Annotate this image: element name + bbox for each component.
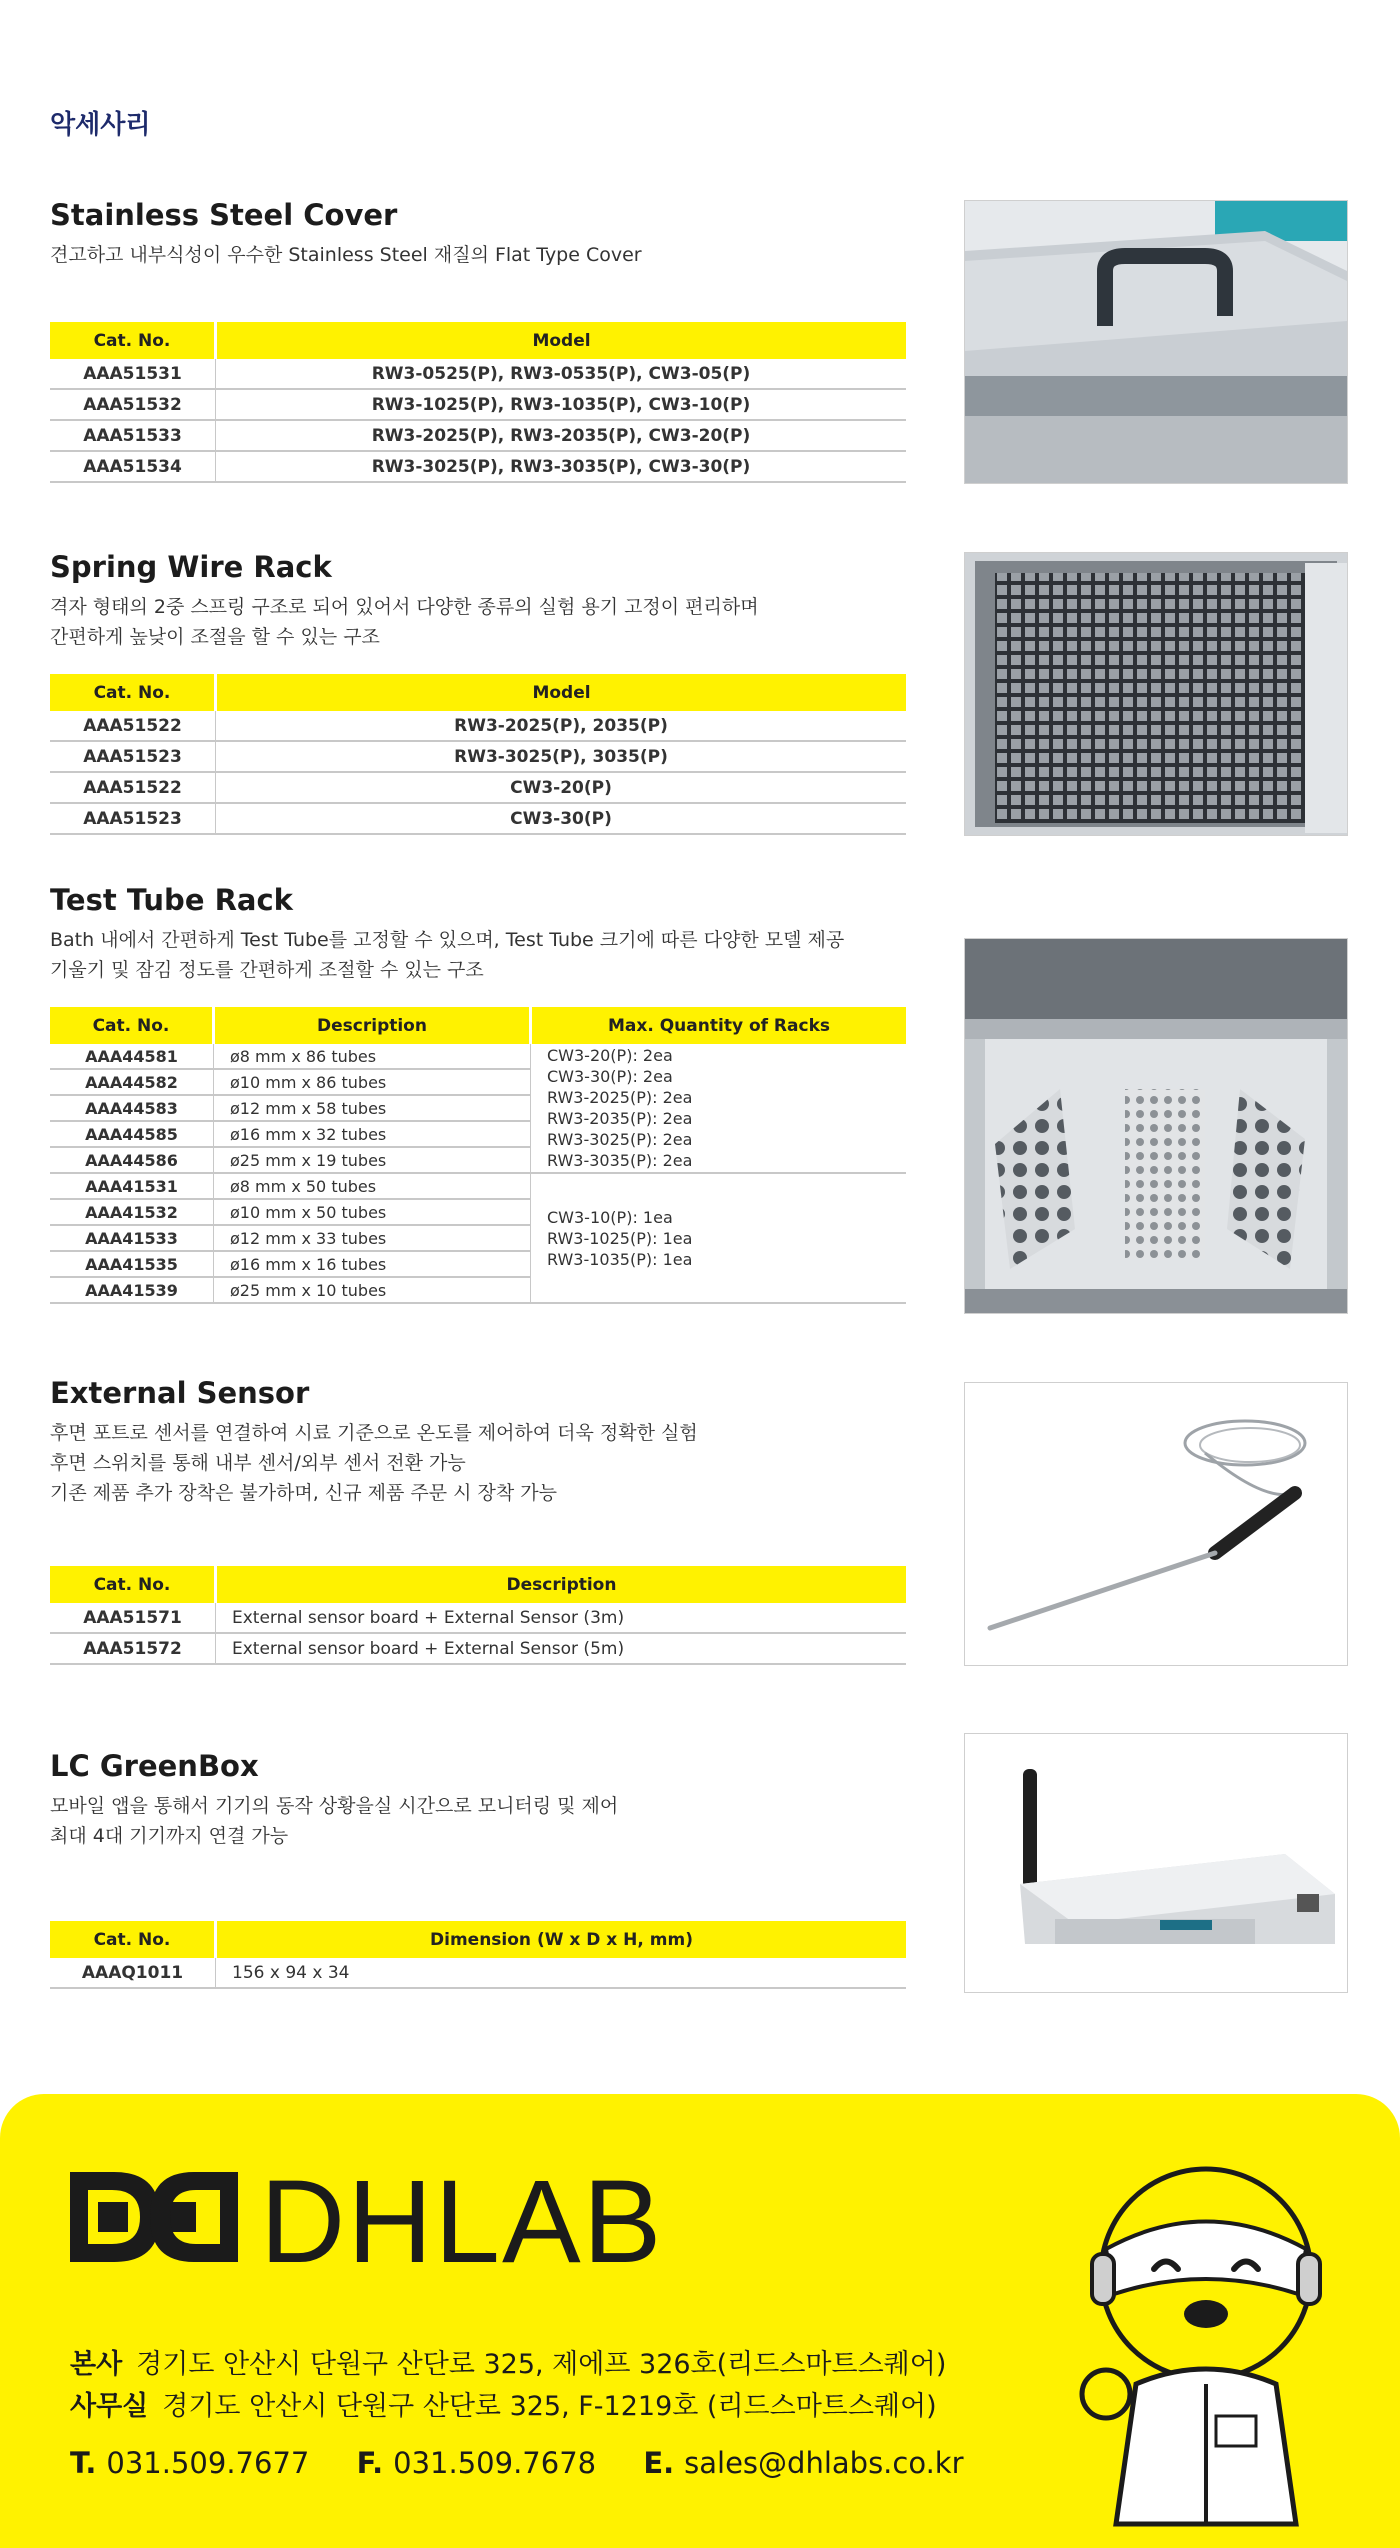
cat-no-cell: AAA44586 [50, 1147, 214, 1173]
fax-label: F. [356, 2446, 384, 2480]
quantity-line: RW3-1035(P): 1ea [547, 1249, 693, 1269]
quantity-line: RW3-3025(P): 2ea [547, 1130, 693, 1149]
desc-line: 견고하고 내부식성이 우수한 Stainless Steel 재질의 Flat Type Cover [50, 244, 642, 266]
description-cell: External sensor board + External Sensor (3m) [216, 1603, 907, 1633]
cat-no-cell: AAA41533 [50, 1225, 214, 1251]
spec-table [50, 1921, 906, 1989]
quantity-line: RW3-3035(P): 2ea [547, 1151, 693, 1170]
section-description [50, 592, 759, 652]
description-cell: ø8 mm x 86 tubes [214, 1044, 531, 1069]
section-description [50, 1791, 618, 1851]
description-cell: ø10 mm x 86 tubes [214, 1069, 531, 1095]
office-address-line [70, 2384, 937, 2423]
quantity-line: CW3-20(P): 2ea [547, 1046, 673, 1065]
cat-no-cell: AAA51522 [50, 711, 216, 741]
section-title: Stainless Steel Cover [50, 198, 398, 232]
cat-no-cell: AAA44585 [50, 1121, 214, 1147]
product-photo-spring-rack [964, 552, 1348, 836]
header-cat-no: Cat. No. [50, 1921, 216, 1958]
desc-line: 기존 제품 추가 장착은 불가하며, 신규 제품 주문 시 장착 가능 [50, 1482, 557, 1504]
header-cat-no: Cat. No. [50, 1566, 216, 1603]
header-max-quantity: Max. Quantity of Racks [531, 1007, 907, 1044]
desc-line: 후면 스위치를 통해 내부 센서/외부 센서 전환 가능 [50, 1452, 466, 1474]
model-cell: CW3-30(P) [216, 803, 907, 834]
cat-no-cell: AAA51572 [50, 1633, 216, 1664]
header-dimension: Dimension (W x D x H, mm) [216, 1921, 907, 1958]
cat-no-cell: AAA51523 [50, 741, 216, 772]
cat-no-cell: AAA51531 [50, 359, 216, 389]
brand-name: DHLAB [260, 2162, 664, 2272]
model-cell: RW3-1025(P), RW3-1035(P), CW3-10(P) [216, 389, 907, 420]
tel-number: 031.509.7677 [106, 2446, 310, 2480]
header-cat-no: Cat. No. [50, 322, 216, 359]
fax-item [357, 2446, 597, 2480]
hq-label: 본사 [70, 2349, 123, 2380]
table-row [50, 1958, 906, 1988]
cat-no-cell: AAA51522 [50, 772, 216, 803]
header-description: Description [214, 1007, 531, 1044]
model-cell: RW3-3025(P), 3035(P) [216, 741, 907, 772]
cat-no-cell: AAA44583 [50, 1095, 214, 1121]
cat-no-cell: AAA41532 [50, 1199, 214, 1225]
desc-line: Bath 내에서 간편하게 Test Tube를 고정할 수 있으며, Test Tube 크기에 따른 다양한 모델 제공 [50, 929, 845, 951]
table-row [50, 389, 906, 420]
section-description [50, 1418, 698, 1508]
fax-number: 031.509.7678 [393, 2446, 597, 2480]
dimension-cell: 156 x 94 x 34 [216, 1958, 907, 1988]
model-cell: RW3-2025(P), 2035(P) [216, 711, 907, 741]
table-row [50, 359, 906, 389]
model-cell: RW3-2025(P), RW3-2035(P), CW3-20(P) [216, 420, 907, 451]
cat-no-cell: AAA41535 [50, 1251, 214, 1277]
email-item [643, 2446, 963, 2480]
table-row [50, 1633, 906, 1664]
description-cell: ø25 mm x 10 tubes [214, 1277, 531, 1303]
description-cell: ø16 mm x 16 tubes [214, 1251, 531, 1277]
office-label: 사무실 [70, 2391, 149, 2422]
section-title: Spring Wire Rack [50, 550, 332, 584]
contact-line [70, 2446, 1002, 2480]
table-row [50, 803, 906, 834]
desc-line: 간편하게 높낮이 조절을 할 수 있는 구조 [50, 626, 380, 648]
desc-line: 기울기 및 잠김 정도를 간편하게 조절할 수 있는 구조 [50, 959, 484, 981]
cat-no-cell: AAA44582 [50, 1069, 214, 1095]
table-row [50, 1603, 906, 1633]
spec-table [50, 1566, 906, 1665]
cat-no-cell: AAA41539 [50, 1277, 214, 1303]
quantity-line: RW3-1025(P): 1ea [547, 1228, 693, 1248]
email-address: sales@dhlabs.co.kr [684, 2446, 964, 2480]
office-address: 경기도 안산시 단원구 산단로 325, F-1219호 (리드스마트스퀘어) [162, 2391, 937, 2422]
tel-item [70, 2446, 309, 2480]
quantity-line: CW3-30(P): 2ea [547, 1067, 673, 1086]
table-row [50, 741, 906, 772]
model-cell: RW3-0525(P), RW3-0535(P), CW3-05(P) [216, 359, 907, 389]
header-cat-no: Cat. No. [50, 674, 216, 711]
dhlab-logo [70, 2162, 690, 2272]
table-row [50, 1173, 906, 1199]
desc-line: 최대 4대 기기까지 연결 가능 [50, 1825, 289, 1847]
table-row [50, 420, 906, 451]
cat-no-cell: AAA51523 [50, 803, 216, 834]
tel-label: T. [70, 2446, 97, 2480]
page-heading: 악세사리 [50, 110, 151, 140]
section-description [50, 925, 844, 985]
description-cell: ø8 mm x 50 tubes [214, 1173, 531, 1199]
hq-address-line [70, 2342, 946, 2381]
hq-address: 경기도 안산시 단원구 산단로 325, 제에프 326호(리드스마트스퀘어) [136, 2349, 947, 2380]
spec-table [50, 1007, 906, 1304]
description-cell: External sensor board + External Sensor (5m) [216, 1633, 907, 1664]
product-photo-external-sensor [964, 1382, 1348, 1666]
quantity-line: CW3-10(P): 1ea [547, 1207, 673, 1227]
footer [0, 2094, 1400, 2548]
product-photo-lc-greenbox [964, 1733, 1348, 1993]
table-row [50, 451, 906, 482]
spec-table [50, 674, 906, 835]
header-model: Model [216, 674, 907, 711]
cat-no-cell: AAA41531 [50, 1173, 214, 1199]
cat-no-cell: AAA51571 [50, 1603, 216, 1633]
cat-no-cell: AAA51533 [50, 420, 216, 451]
table-row [50, 711, 906, 741]
product-photo-cover [964, 200, 1348, 484]
desc-line: 격자 형태의 2중 스프링 구조로 되어 있어서 다양한 종류의 실험 용기 고정이 편리하며 [50, 596, 759, 618]
spec-table [50, 322, 906, 483]
header-cat-no: Cat. No. [50, 1007, 214, 1044]
quantity-line: RW3-2025(P): 2ea [547, 1088, 693, 1107]
mascot-illustration [1066, 2154, 1346, 2534]
cat-no-cell: AAA51534 [50, 451, 216, 482]
cat-no-cell: AAAQ1011 [50, 1958, 216, 1988]
header-model: Model [216, 322, 907, 359]
desc-line: 후면 포트로 센서를 연결하여 시료 기준으로 온도를 제어하여 더욱 정확한 실험 [50, 1422, 698, 1444]
product-photo-test-tube-rack [964, 938, 1348, 1314]
cat-no-cell: AAA51532 [50, 389, 216, 420]
max-quantity-cell [531, 1173, 907, 1303]
description-cell: ø10 mm x 50 tubes [214, 1199, 531, 1225]
section-title: LC GreenBox [50, 1749, 259, 1783]
email-label: E. [643, 2446, 675, 2480]
description-cell: ø12 mm x 33 tubes [214, 1225, 531, 1251]
desc-line: 모바일 앱을 통해서 기기의 동작 상황을실 시간으로 모니터링 및 제어 [50, 1795, 619, 1817]
section-title: Test Tube Rack [50, 883, 293, 917]
header-description: Description [216, 1566, 907, 1603]
description-cell: ø12 mm x 58 tubes [214, 1095, 531, 1121]
table-row [50, 1044, 906, 1069]
description-cell: ø16 mm x 32 tubes [214, 1121, 531, 1147]
model-cell: CW3-20(P) [216, 772, 907, 803]
section-description [50, 240, 642, 270]
section-title: External Sensor [50, 1376, 310, 1410]
quantity-line: RW3-2035(P): 2ea [547, 1109, 693, 1128]
description-cell: ø25 mm x 19 tubes [214, 1147, 531, 1173]
model-cell: RW3-3025(P), RW3-3035(P), CW3-30(P) [216, 451, 907, 482]
max-quantity-cell [531, 1044, 907, 1173]
table-row [50, 772, 906, 803]
cat-no-cell: AAA44581 [50, 1044, 214, 1069]
